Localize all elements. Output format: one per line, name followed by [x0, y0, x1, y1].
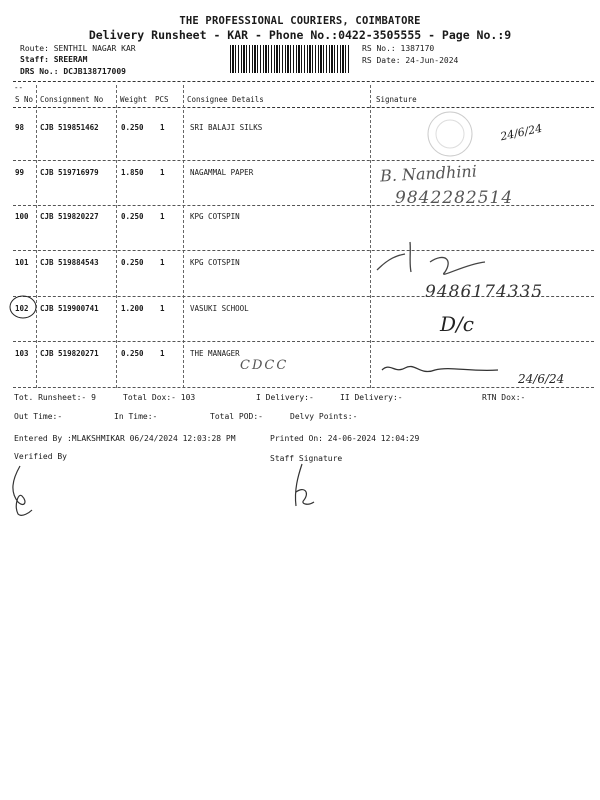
col-header-weight: Weight [120, 95, 148, 104]
staff-signature-label: Staff Signature [270, 454, 343, 463]
row-consignment: CJB 519820227 [40, 212, 99, 221]
rs-number: RS No.: 1387170 [362, 44, 435, 53]
ii-delivery: II Delivery:- [340, 393, 403, 402]
i-delivery: I Delivery:- [256, 393, 314, 402]
row-pcs: 1 [160, 349, 165, 358]
row-weight: 0.250 [121, 349, 144, 358]
col-header-consignment: Consignment No [40, 95, 104, 104]
handwritten-signature [380, 352, 500, 382]
row-consignee: THE MANAGER [190, 349, 240, 358]
staff-label: Staff: SREERAM [20, 55, 88, 64]
delvy-points: Delvy Points:- [290, 412, 358, 421]
circle-mark [10, 294, 40, 320]
tot-runsheet: Tot. Runsheet:- 9 [14, 393, 96, 402]
row-consignment: CJB 519820271 [40, 349, 99, 358]
row-weight: 1.850 [121, 168, 144, 177]
row-consignment: CJB 519716979 [40, 168, 99, 177]
row-sno: 102 [15, 304, 29, 313]
row-pcs: 1 [160, 123, 165, 132]
handwritten-signature [375, 232, 495, 282]
rs-date: RS Date: 24-Jun-2024 [362, 56, 459, 65]
handwritten-phone: 9842282514 [395, 188, 514, 208]
col-header-pcs: PCS [155, 95, 169, 104]
row-consignee: KPG COTSPIN [190, 212, 240, 221]
row-divider [13, 341, 594, 342]
col-header-signature: Signature [376, 95, 417, 104]
col-separator [116, 85, 117, 388]
row-sno: 101 [15, 258, 29, 267]
verified-by-label: Verified By [14, 452, 67, 461]
col-separator [36, 85, 37, 388]
row-sno: 98 [15, 123, 25, 132]
handwritten-date: 24/6/24 [499, 121, 544, 144]
dash-marker: -- [14, 83, 24, 92]
total-pod: Total POD:- [210, 412, 263, 421]
stamp-mark [420, 110, 480, 158]
row-consignee: SRI BALAJI SILKS [190, 123, 263, 132]
row-weight: 0.250 [121, 123, 144, 132]
row-consignee: KPG COTSPIN [190, 258, 240, 267]
row-divider [13, 250, 594, 251]
col-separator [370, 85, 371, 388]
row-sno: 99 [15, 168, 25, 177]
row-pcs: 1 [160, 168, 165, 177]
printed-on: Printed On: 24-06-2024 12:04:29 [270, 434, 420, 443]
handwritten-note: D/c [440, 312, 474, 336]
header-divider [13, 81, 594, 82]
row-divider [13, 387, 594, 388]
entered-by: Entered By :MLAKSHMIKAR 06/24/2024 12:03:28 PM [14, 434, 236, 443]
handwritten-date: 24/6/24 [518, 372, 565, 386]
verified-signature [8, 462, 38, 522]
row-pcs: 1 [160, 304, 165, 313]
row-consignee: NAGAMMAL PAPER [190, 168, 254, 177]
row-weight: 0.250 [121, 212, 144, 221]
row-consignment: CJB 519884543 [40, 258, 99, 267]
barcode-image [230, 45, 350, 73]
row-sno: 103 [15, 349, 29, 358]
total-dox: Total Dox:- 103 [123, 393, 196, 402]
row-weight: 0.250 [121, 258, 144, 267]
rtn-dox: RTN Dox:- [482, 393, 526, 402]
row-divider [13, 160, 594, 161]
row-consignment: CJB 519900741 [40, 304, 99, 313]
handwritten-name: B. Nandhini [379, 161, 478, 186]
runsheet-title: Delivery Runsheet - KAR - Phone No.:0422-3505555 - Page No.:9 [88, 28, 512, 42]
row-sno: 100 [15, 212, 29, 221]
row-consignee: VASUKI SCHOOL [190, 304, 249, 313]
row-pcs: 1 [160, 258, 165, 267]
col-header-sno: S No [15, 95, 34, 104]
row-consignment: CJB 519851462 [40, 123, 99, 132]
drs-number: DRS No.: DCJB138717009 [20, 67, 126, 76]
col-header-consignee: Consignee Details [187, 95, 264, 104]
company-name: THE PROFESSIONAL COURIERS, COIMBATORE [179, 15, 421, 27]
staff-signature [290, 462, 320, 512]
row-pcs: 1 [160, 212, 165, 221]
in-time: In Time:- [114, 412, 158, 421]
handwritten-note: CDCC [240, 358, 289, 373]
out-time: Out Time:- [14, 412, 63, 421]
route-label: Route: SENTHIL NAGAR KAR [20, 44, 136, 53]
col-separator [183, 85, 184, 388]
handwritten-phone: 9486174335 [425, 282, 544, 302]
row-weight: 1.200 [121, 304, 144, 313]
column-header-divider [13, 107, 594, 108]
